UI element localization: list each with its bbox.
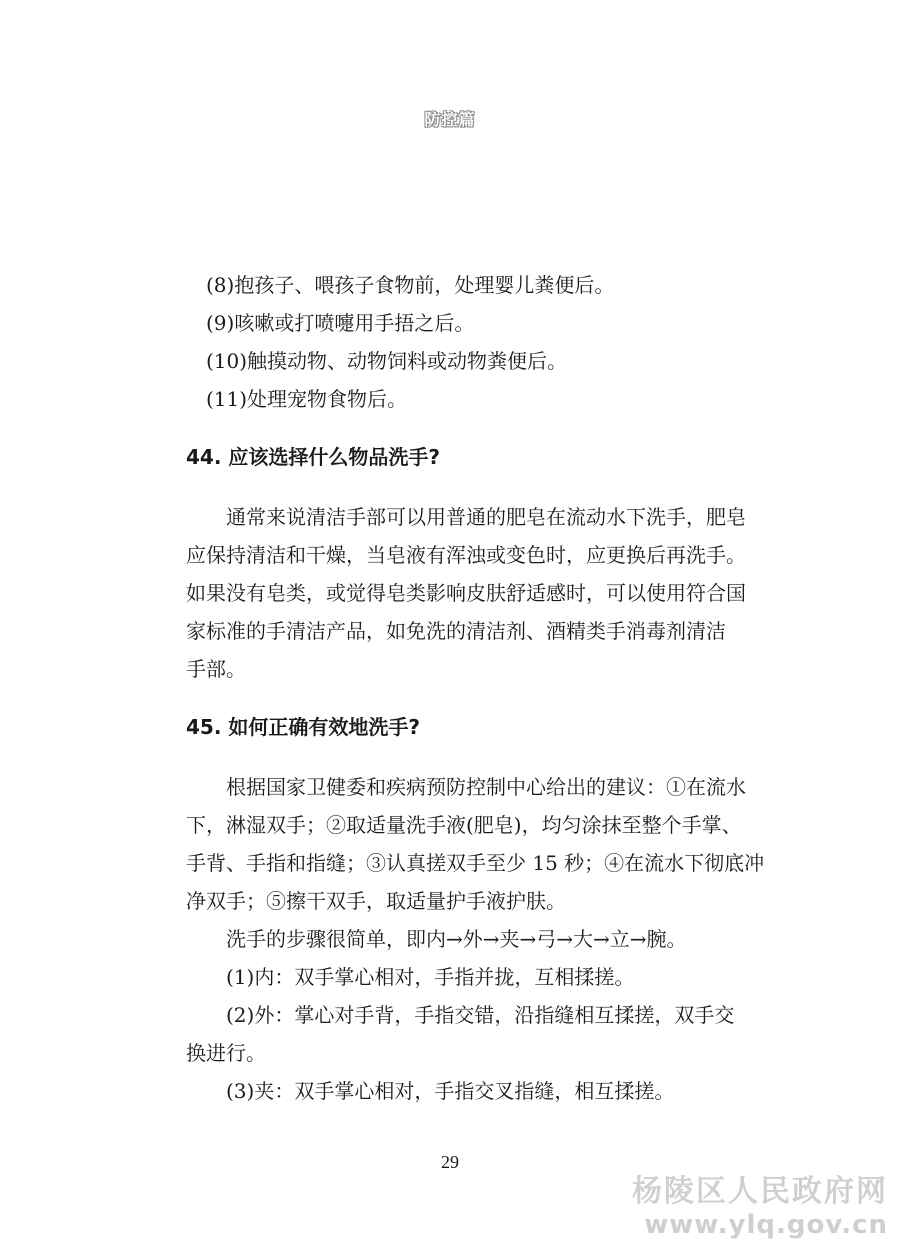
answer-45 xyxy=(186,768,765,1110)
answer-44 xyxy=(186,498,746,688)
paragraph-line xyxy=(186,768,746,806)
paragraph-line: 手部。 xyxy=(186,657,246,681)
step-text: (2)外：掌心对手背，手指交错，沿指缝相互揉搓，双手交 xyxy=(226,1003,735,1027)
steps-intro: 洗手的步骤很简单，即内→外→夹→弓→大→立→腕。 xyxy=(226,927,687,951)
section-badge: 防控篇 xyxy=(424,110,476,129)
step-item xyxy=(186,958,726,996)
question-heading-44: 44. 应该选择什么物品洗手? xyxy=(186,445,440,469)
step-item xyxy=(186,1072,726,1110)
paragraph-line: 下，淋湿双手；②取适量洗手液(肥皂)，均匀涂抹至整个手掌、 xyxy=(186,813,742,837)
list-item: (10)触摸动物、动物饲料或动物粪便后。 xyxy=(206,349,568,373)
page-content xyxy=(186,266,765,1110)
list-item: (11)处理宠物食物后。 xyxy=(206,387,408,411)
watermark-title: 杨陵区人民政府网 xyxy=(632,1174,888,1209)
paragraph-line: 净双手；⑤擦干双手，取适量护手液护肤。 xyxy=(186,889,566,913)
paragraph-line: 如果没有皂类，或觉得皂类影响皮肤舒适感时，可以使用符合国 xyxy=(186,581,746,605)
list-continued xyxy=(186,266,726,418)
step-text: (1)内：双手掌心相对，手指并拢，互相揉搓。 xyxy=(226,965,635,989)
page-number: 29 xyxy=(441,1152,459,1172)
watermark xyxy=(632,1174,888,1240)
watermark-url: www.ylq.gov.cn xyxy=(644,1210,888,1240)
page-header xyxy=(0,106,900,131)
step-item: 换进行。 xyxy=(186,1041,266,1065)
paragraph-line: 家标准的手清洁产品，如免洗的清洁剂、酒精类手消毒剂清洁 xyxy=(186,619,726,643)
list-item: (8)抱孩子、喂孩子食物前，处理婴儿粪便后。 xyxy=(206,273,615,297)
paragraph-text: 通常来说清洁手部可以用普通的肥皂在流动水下洗手，肥皂 xyxy=(226,505,746,529)
step-text: (3)夹：双手掌心相对，手指交叉指缝，相互揉搓。 xyxy=(226,1079,675,1103)
list-item: (9)咳嗽或打喷嚏用手捂之后。 xyxy=(206,311,475,335)
paragraph-line xyxy=(186,498,746,536)
step-item xyxy=(186,996,735,1034)
question-heading-45: 45. 如何正确有效地洗手? xyxy=(186,715,420,739)
paragraph-line xyxy=(186,920,726,958)
paragraph-line: 应保持清洁和干燥，当皂液有浑浊或变色时，应更换后再洗手。 xyxy=(186,543,746,567)
paragraph-text: 根据国家卫健委和疾病预防控制中心给出的建议：①在流水 xyxy=(226,775,746,799)
paragraph-line: 手背、手指和指缝；③认真搓双手至少 15 秒；④在流水下彻底冲 xyxy=(186,851,765,875)
